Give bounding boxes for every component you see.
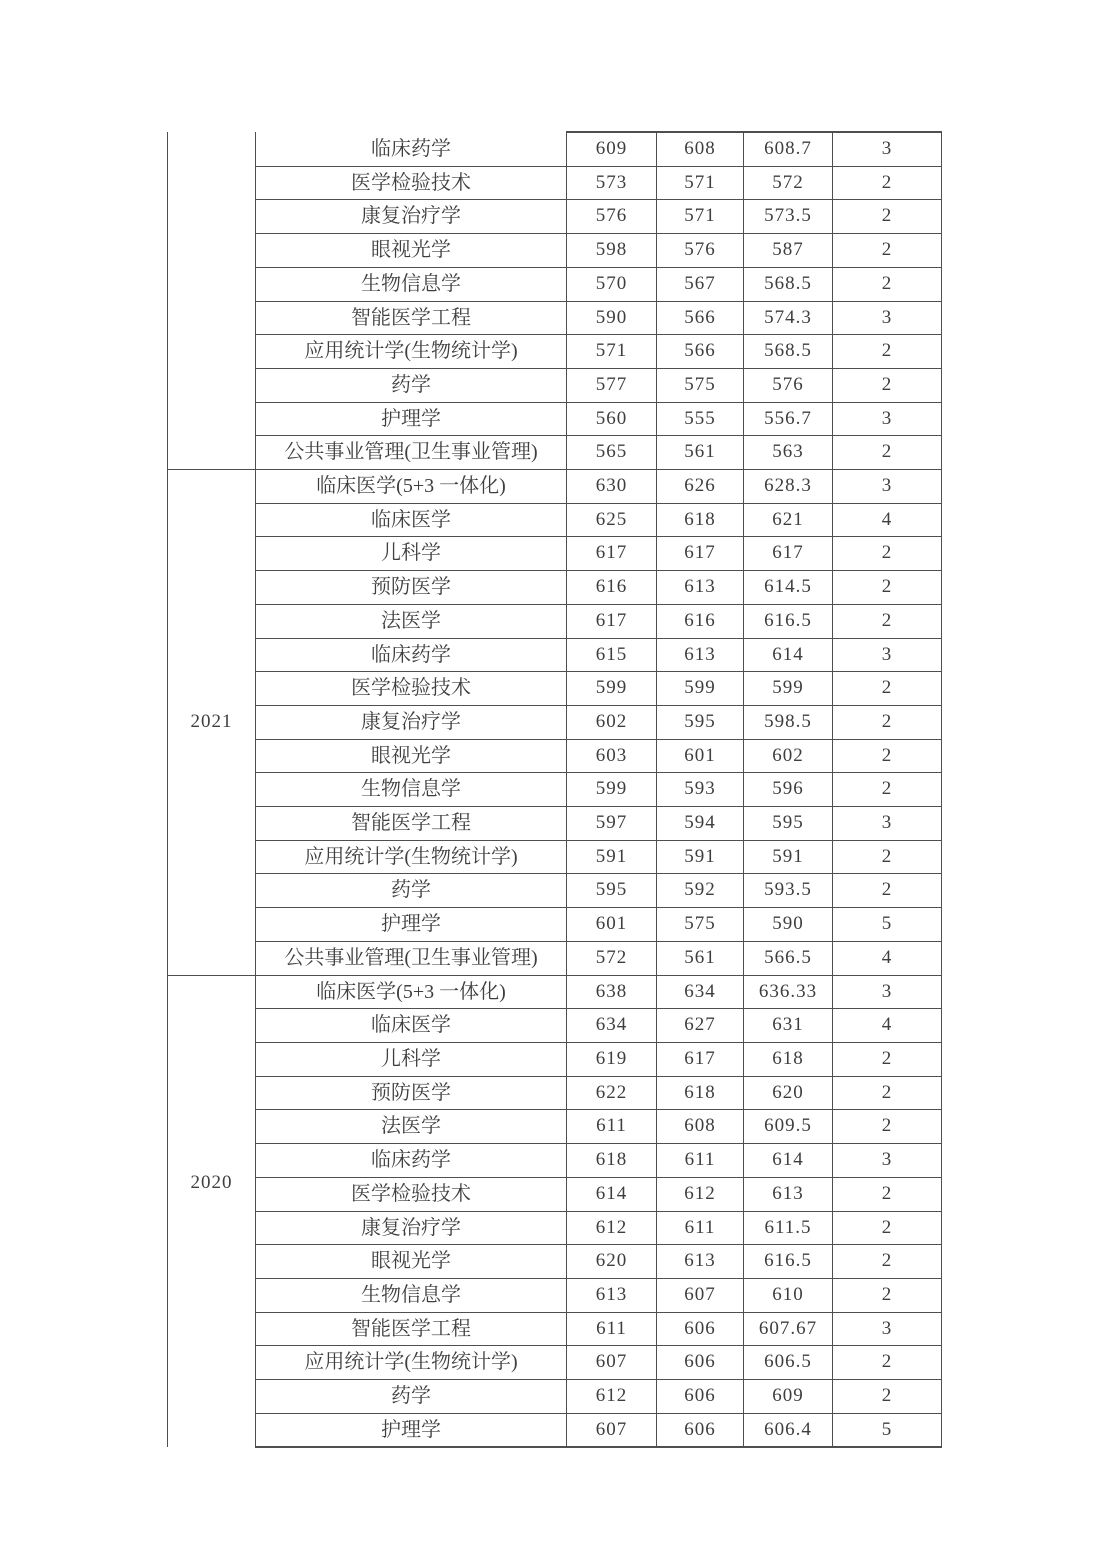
enrollment-count-cell: 3 [833,807,942,841]
max-score-cell: 625 [567,503,657,537]
major-cell: 临床医学(5+3 一体化) [256,975,567,1009]
table-row [168,638,942,672]
table-row [168,335,942,369]
avg-score-cell: 590 [744,908,833,942]
major-cell: 生物信息学 [256,1278,567,1312]
table-row [168,1110,942,1144]
major-cell: 智能医学工程 [256,301,567,335]
table-row [168,1346,942,1380]
enrollment-count-cell: 2 [833,166,942,200]
min-score-cell: 608 [657,1110,744,1144]
max-score-cell: 618 [567,1144,657,1178]
avg-score-cell: 573.5 [744,200,833,234]
table-row [168,1009,942,1043]
table-row [168,941,942,975]
min-score-cell: 606 [657,1380,744,1414]
max-score-cell: 638 [567,975,657,1009]
max-score-cell: 565 [567,436,657,470]
avg-score-cell: 616.5 [744,604,833,638]
table-row [168,1245,942,1279]
max-score-cell: 599 [567,773,657,807]
major-cell: 药学 [256,1380,567,1414]
major-cell: 公共事业管理(卫生事业管理) [256,436,567,470]
max-score-cell: 617 [567,604,657,638]
major-cell: 临床医学 [256,503,567,537]
max-score-cell: 613 [567,1278,657,1312]
enrollment-count-cell: 5 [833,1413,942,1447]
enrollment-count-cell: 3 [833,1144,942,1178]
avg-score-cell: 568.5 [744,267,833,301]
major-cell: 药学 [256,874,567,908]
avg-score-cell: 617 [744,537,833,571]
table-row [168,840,942,874]
enrollment-count-cell: 2 [833,1042,942,1076]
avg-score-cell: 614 [744,1144,833,1178]
enrollment-count-cell: 2 [833,436,942,470]
enrollment-count-cell: 3 [833,132,942,166]
min-score-cell: 601 [657,739,744,773]
major-cell: 康复治疗学 [256,705,567,739]
table-row [168,132,942,166]
avg-score-cell: 556.7 [744,402,833,436]
max-score-cell: 611 [567,1312,657,1346]
avg-score-cell: 614.5 [744,571,833,605]
avg-score-cell: 618 [744,1042,833,1076]
avg-score-cell: 606.5 [744,1346,833,1380]
avg-score-cell: 574.3 [744,301,833,335]
avg-score-cell: 631 [744,1009,833,1043]
max-score-cell: 573 [567,166,657,200]
major-cell: 临床药学 [256,1144,567,1178]
avg-score-cell: 609 [744,1380,833,1414]
major-cell: 康复治疗学 [256,1211,567,1245]
table-row [168,166,942,200]
table-row [168,537,942,571]
major-cell: 护理学 [256,402,567,436]
table-row [168,470,942,504]
avg-score-cell: 595 [744,807,833,841]
min-score-cell: 591 [657,840,744,874]
max-score-cell: 609 [567,132,657,166]
max-score-cell: 630 [567,470,657,504]
avg-score-cell: 611.5 [744,1211,833,1245]
enrollment-count-cell: 2 [833,1346,942,1380]
avg-score-cell: 628.3 [744,470,833,504]
major-cell: 儿科学 [256,537,567,571]
avg-score-cell: 610 [744,1278,833,1312]
major-cell: 应用统计学(生物统计学) [256,1346,567,1380]
major-cell: 儿科学 [256,1042,567,1076]
avg-score-cell: 636.33 [744,975,833,1009]
max-score-cell: 572 [567,941,657,975]
max-score-cell: 607 [567,1413,657,1447]
enrollment-count-cell: 3 [833,975,942,1009]
max-score-cell: 595 [567,874,657,908]
max-score-cell: 590 [567,301,657,335]
enrollment-count-cell: 3 [833,1312,942,1346]
major-cell: 临床医学 [256,1009,567,1043]
enrollment-count-cell: 2 [833,604,942,638]
avg-score-cell: 613 [744,1177,833,1211]
avg-score-cell: 607.67 [744,1312,833,1346]
min-score-cell: 611 [657,1144,744,1178]
table-row [168,672,942,706]
min-score-cell: 617 [657,537,744,571]
table-row [168,908,942,942]
max-score-cell: 620 [567,1245,657,1279]
max-score-cell: 597 [567,807,657,841]
enrollment-count-cell: 2 [833,739,942,773]
min-score-cell: 618 [657,503,744,537]
avg-score-cell: 606.4 [744,1413,833,1447]
min-score-cell: 606 [657,1346,744,1380]
table-row [168,1076,942,1110]
max-score-cell: 615 [567,638,657,672]
avg-score-cell: 614 [744,638,833,672]
major-cell: 预防医学 [256,571,567,605]
enrollment-count-cell: 4 [833,1009,942,1043]
table-row [168,1177,942,1211]
min-score-cell: 575 [657,908,744,942]
min-score-cell: 567 [657,267,744,301]
enrollment-count-cell: 4 [833,503,942,537]
major-cell: 预防医学 [256,1076,567,1110]
min-score-cell: 571 [657,200,744,234]
enrollment-count-cell: 2 [833,267,942,301]
avg-score-cell: 587 [744,234,833,268]
table-row [168,705,942,739]
avg-score-cell: 598.5 [744,705,833,739]
max-score-cell: 570 [567,267,657,301]
table-row [168,200,942,234]
table-row [168,1278,942,1312]
year-cell: 2021 [168,470,256,976]
avg-score-cell: 593.5 [744,874,833,908]
enrollment-count-cell: 2 [833,1110,942,1144]
table-row [168,234,942,268]
enrollment-count-cell: 4 [833,941,942,975]
table-row [168,368,942,402]
table-row [168,975,942,1009]
table-row [168,773,942,807]
min-score-cell: 566 [657,335,744,369]
table-row [168,807,942,841]
avg-score-cell: 576 [744,368,833,402]
max-score-cell: 619 [567,1042,657,1076]
major-cell: 医学检验技术 [256,672,567,706]
max-score-cell: 612 [567,1380,657,1414]
max-score-cell: 577 [567,368,657,402]
max-score-cell: 603 [567,739,657,773]
min-score-cell: 595 [657,705,744,739]
avg-score-cell: 572 [744,166,833,200]
enrollment-count-cell: 2 [833,1278,942,1312]
avg-score-cell: 591 [744,840,833,874]
min-score-cell: 613 [657,1245,744,1279]
enrollment-count-cell: 2 [833,335,942,369]
max-score-cell: 617 [567,537,657,571]
enrollment-count-cell: 2 [833,1211,942,1245]
avg-score-cell: 621 [744,503,833,537]
table-row [168,1042,942,1076]
min-score-cell: 576 [657,234,744,268]
min-score-cell: 561 [657,941,744,975]
max-score-cell: 612 [567,1211,657,1245]
avg-score-cell: 563 [744,436,833,470]
max-score-cell: 616 [567,571,657,605]
table-row [168,1211,942,1245]
min-score-cell: 555 [657,402,744,436]
table-row [168,571,942,605]
enrollment-count-cell: 2 [833,368,942,402]
major-cell: 临床药学 [256,638,567,672]
table-row [168,739,942,773]
year-cell: 2020 [168,975,256,1447]
avg-score-cell: 602 [744,739,833,773]
table-row [168,1144,942,1178]
min-score-cell: 626 [657,470,744,504]
enrollment-count-cell: 2 [833,1380,942,1414]
min-score-cell: 592 [657,874,744,908]
major-cell: 应用统计学(生物统计学) [256,335,567,369]
major-cell: 法医学 [256,604,567,638]
table-row [168,874,942,908]
table-row [168,402,942,436]
min-score-cell: 599 [657,672,744,706]
enrollment-count-cell: 2 [833,1177,942,1211]
max-score-cell: 571 [567,335,657,369]
enrollment-count-cell: 2 [833,874,942,908]
major-cell: 药学 [256,368,567,402]
max-score-cell: 622 [567,1076,657,1110]
min-score-cell: 613 [657,571,744,605]
table-row [168,301,942,335]
max-score-cell: 611 [567,1110,657,1144]
min-score-cell: 616 [657,604,744,638]
major-cell: 护理学 [256,908,567,942]
table-row [168,604,942,638]
major-cell: 生物信息学 [256,267,567,301]
enrollment-count-cell: 2 [833,234,942,268]
min-score-cell: 634 [657,975,744,1009]
max-score-cell: 607 [567,1346,657,1380]
major-cell: 医学检验技术 [256,166,567,200]
avg-score-cell: 566.5 [744,941,833,975]
enrollment-count-cell: 2 [833,840,942,874]
enrollment-count-cell: 5 [833,908,942,942]
table-row [168,436,942,470]
enrollment-count-cell: 3 [833,470,942,504]
enrollment-count-cell: 2 [833,1076,942,1110]
major-cell: 智能医学工程 [256,807,567,841]
major-cell: 眼视光学 [256,1245,567,1279]
enrollment-count-cell: 2 [833,705,942,739]
min-score-cell: 611 [657,1211,744,1245]
max-score-cell: 576 [567,200,657,234]
max-score-cell: 591 [567,840,657,874]
min-score-cell: 613 [657,638,744,672]
min-score-cell: 575 [657,368,744,402]
score-table-body [168,132,942,1447]
major-cell: 眼视光学 [256,234,567,268]
enrollment-count-cell: 2 [833,1245,942,1279]
major-cell: 眼视光学 [256,739,567,773]
min-score-cell: 627 [657,1009,744,1043]
min-score-cell: 618 [657,1076,744,1110]
enrollment-count-cell: 2 [833,537,942,571]
min-score-cell: 571 [657,166,744,200]
major-cell: 临床医学(5+3 一体化) [256,470,567,504]
enrollment-count-cell: 2 [833,200,942,234]
enrollment-count-cell: 2 [833,773,942,807]
min-score-cell: 561 [657,436,744,470]
enrollment-count-cell: 3 [833,402,942,436]
table-row [168,267,942,301]
avg-score-cell: 609.5 [744,1110,833,1144]
min-score-cell: 606 [657,1312,744,1346]
max-score-cell: 599 [567,672,657,706]
min-score-cell: 607 [657,1278,744,1312]
major-cell: 临床药学 [256,132,567,166]
avg-score-cell: 608.7 [744,132,833,166]
enrollment-count-cell: 3 [833,638,942,672]
max-score-cell: 601 [567,908,657,942]
major-cell: 公共事业管理(卫生事业管理) [256,941,567,975]
major-cell: 康复治疗学 [256,200,567,234]
table-row [168,503,942,537]
major-cell: 生物信息学 [256,773,567,807]
avg-score-cell: 568.5 [744,335,833,369]
avg-score-cell: 599 [744,672,833,706]
enrollment-count-cell: 3 [833,301,942,335]
table-row [168,1380,942,1414]
avg-score-cell: 616.5 [744,1245,833,1279]
min-score-cell: 566 [657,301,744,335]
major-cell: 智能医学工程 [256,1312,567,1346]
admission-scores-table [167,131,942,1448]
avg-score-cell: 620 [744,1076,833,1110]
max-score-cell: 560 [567,402,657,436]
max-score-cell: 614 [567,1177,657,1211]
min-score-cell: 608 [657,132,744,166]
enrollment-count-cell: 2 [833,672,942,706]
max-score-cell: 598 [567,234,657,268]
min-score-cell: 606 [657,1413,744,1447]
max-score-cell: 634 [567,1009,657,1043]
min-score-cell: 593 [657,773,744,807]
min-score-cell: 612 [657,1177,744,1211]
enrollment-count-cell: 2 [833,571,942,605]
avg-score-cell: 596 [744,773,833,807]
year-cell [168,132,256,470]
min-score-cell: 594 [657,807,744,841]
table-row [168,1413,942,1447]
major-cell: 医学检验技术 [256,1177,567,1211]
major-cell: 应用统计学(生物统计学) [256,840,567,874]
max-score-cell: 602 [567,705,657,739]
min-score-cell: 617 [657,1042,744,1076]
major-cell: 护理学 [256,1413,567,1447]
major-cell: 法医学 [256,1110,567,1144]
table-row [168,1312,942,1346]
